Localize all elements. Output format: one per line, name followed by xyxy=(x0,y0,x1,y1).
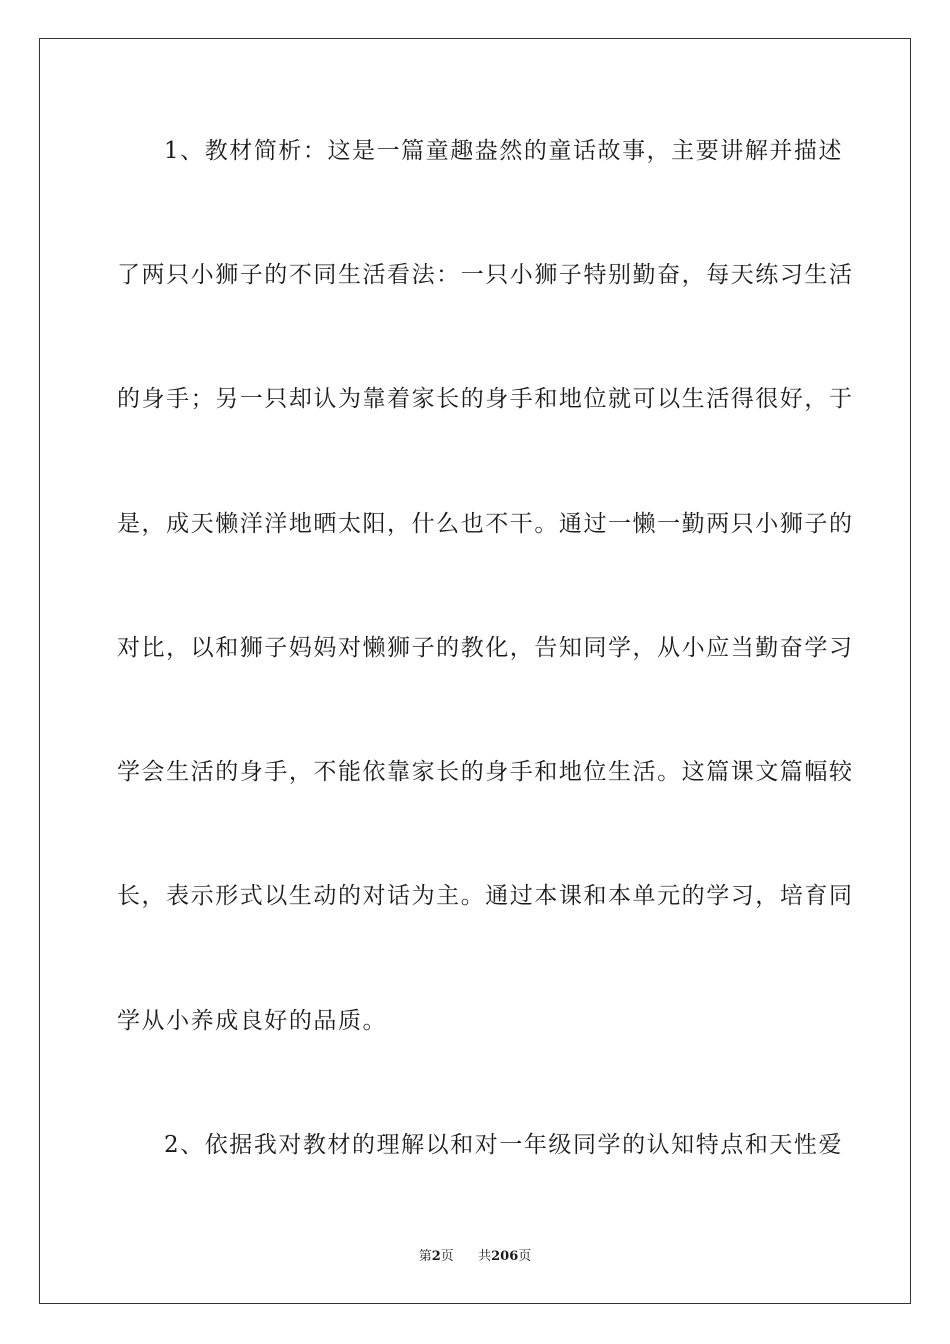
paragraph-1-line-5: 对比，以和狮子妈妈对懒狮子的教化，告知同学，从小应当勤奋学习 xyxy=(117,635,854,661)
footer-page-number: 2 xyxy=(431,1249,441,1264)
paragraph-1-line-1: 1、教材简析：这是一篇童趣盎然的童话故事，主要讲解并描述 xyxy=(164,138,844,164)
page-border xyxy=(39,38,911,1304)
footer-total-prefix: 共 xyxy=(478,1249,492,1264)
footer-page-suffix: 页 xyxy=(440,1249,454,1264)
paragraph-1-line-4: 是，成天懒洋洋地晒太阳，什么也不干。通过一懒一勤两只小狮子的 xyxy=(117,511,854,537)
paragraph-1-line-3: 的身手；另一只却认为靠着家长的身手和地位就可以生活得很好，于 xyxy=(117,386,854,412)
paragraph-1-line-8: 学从小养成良好的品质。 xyxy=(117,1008,388,1034)
footer-total-number: 206 xyxy=(491,1249,519,1264)
paragraph-1-line-7: 长，表示形式以生动的对话为主。通过本课和本单元的学习，培育同 xyxy=(117,883,854,909)
footer-total-suffix: 页 xyxy=(518,1249,532,1264)
paragraph-1-line-6: 学会生活的身手，不能依靠家长的身手和地位生活。这篇课文篇幅较 xyxy=(117,759,854,785)
page-footer xyxy=(0,1248,950,1266)
footer-page-prefix: 第 xyxy=(418,1249,432,1264)
paragraph-1-line-2: 了两只小狮子的不同生活看法：一只小狮子特别勤奋，每天练习生活 xyxy=(117,262,854,288)
paragraph-2-line-1: 2、依据我对教材的理解以和对一年级同学的认知特点和天性爱 xyxy=(164,1132,844,1158)
